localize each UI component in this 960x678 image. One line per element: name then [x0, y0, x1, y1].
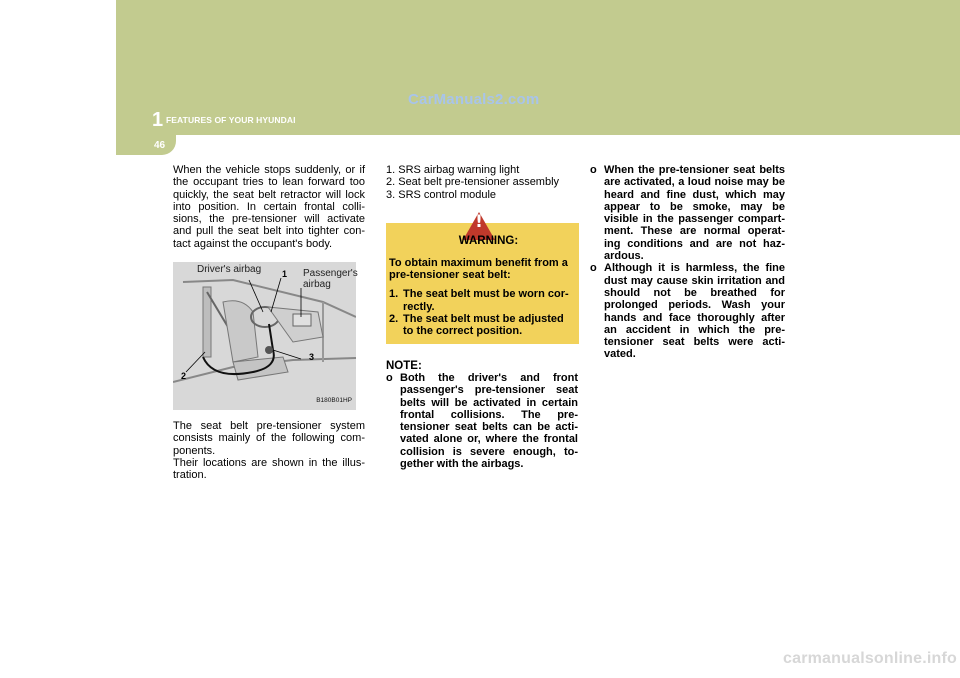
warning-item-text: The seat belt must be worn cor- rectly.	[403, 288, 569, 313]
warning-item-number: 2.	[389, 313, 399, 326]
watermark-link-bottom[interactable]: carmanualsonline.info	[783, 650, 958, 667]
watermark-link-top[interactable]: CarManuals2.com	[408, 91, 540, 108]
note-title: NOTE:	[386, 359, 422, 372]
bullet-item	[590, 164, 785, 262]
components-paragraph: The seat belt pre-tensioner system consists mainly of the following com- ponents.	[173, 420, 365, 457]
column-2	[386, 164, 578, 470]
pretensioner-illustration	[173, 262, 356, 410]
chapter-number: 1	[152, 109, 164, 131]
warning-item	[389, 313, 576, 338]
bullet-mark: o	[590, 164, 597, 176]
warning-item	[389, 288, 576, 313]
column-1	[173, 164, 365, 482]
callout-2: 2	[181, 371, 187, 382]
passengers-airbag-label: Passenger's airbag	[303, 268, 358, 291]
bullet-mark: o	[386, 371, 393, 384]
figure-code: B180B01HP	[316, 396, 352, 404]
bullet-text: Although it is harmless, the fine dust may cause skin irritation and should not be breathed for prolonged periods. Wash your hands and face thoroughly after an accident in which the pre- tensioner seat belts were acti- vated.	[604, 262, 785, 361]
chapter-title: FEATURES OF YOUR HYUNDAI	[166, 115, 296, 125]
callout-3: 3	[309, 352, 315, 363]
drivers-airbag-label: Driver's airbag	[197, 264, 262, 276]
callout-1: 1	[282, 269, 288, 280]
component-item: 2. Seat belt pre-tensioner assembly	[386, 176, 560, 189]
bullet-mark: o	[590, 262, 597, 275]
bullet-text: When the pre-tensioner seat belts are activated, a loud noise may be heard and fine dust, which may appear to be smoke, may be visible in the passenger compart- ment. These are normal operat- ing conditions and are not haz- ardous.	[604, 164, 785, 263]
component-item: 3. SRS control module	[386, 188, 497, 201]
warning-intro: To obtain maximum benefit from a pre-tensioner seat belt:	[389, 256, 568, 282]
components-list	[386, 164, 578, 201]
warning-item-text: The seat belt must be adjusted to the correct position.	[403, 313, 564, 338]
exclamation-icon: !	[475, 211, 483, 232]
page-number: 46	[154, 140, 166, 151]
bullet-item	[590, 262, 785, 360]
warning-title: WARNING:	[458, 234, 519, 247]
note-text: Both the driver's and front passenger's pre-tensioner seat belts will be activated in certain frontal collisions. The pre- tensioner seat belts can be acti- vated alone or, where the frontal collision is severe enough, to- gether with the airbags.	[400, 371, 578, 471]
warning-item-number: 1.	[389, 288, 399, 301]
page-number-tab	[116, 135, 176, 155]
warning-box	[386, 211, 579, 344]
component-item: 1. SRS airbag warning light	[386, 164, 520, 176]
column-3	[590, 164, 785, 361]
locations-paragraph: Their locations are shown in the illus- tration.	[173, 456, 365, 482]
intro-paragraph: When the vehicle stops suddenly, or if the occupant tries to lean forward too quickly, the seat belt retractor will lock into position. In certain frontal colli- sions, the pre-tensioner will activate and pull the seat belt into tighter con- tact against the occupant's body.	[173, 164, 365, 250]
note-bullet	[386, 372, 578, 470]
